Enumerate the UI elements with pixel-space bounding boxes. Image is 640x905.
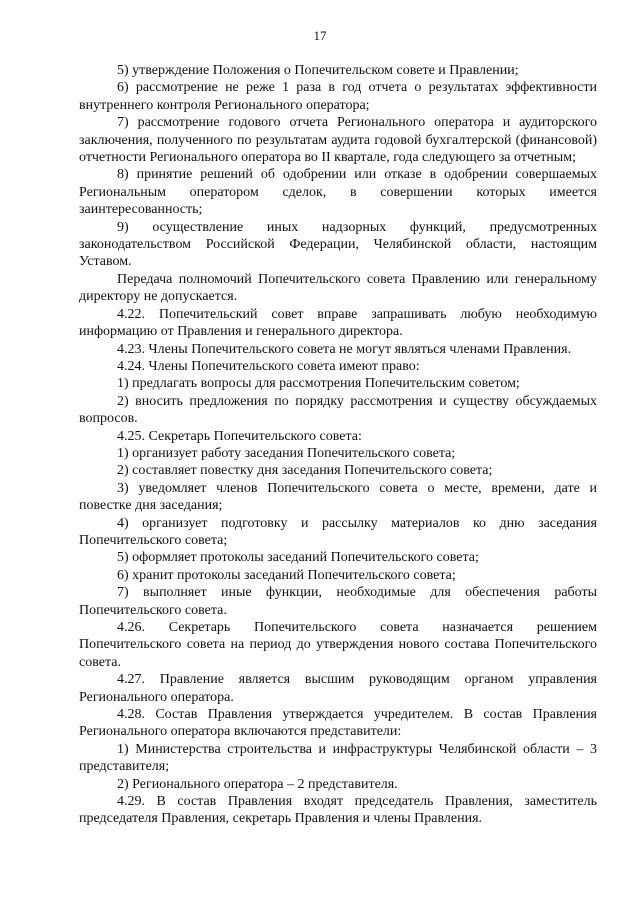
paragraph: 2) Регионального оператора – 2 представителя. <box>117 776 398 792</box>
paragraph: 4.25. Секретарь Попечительского совета: <box>117 428 362 444</box>
paragraph: 7) выполняет иные функции, необходимые для обеспечения работы Попечительского совета. <box>79 585 597 618</box>
paragraph: 4.29. В состав Правления входят председатель Правления, заместитель председателя Правления, секретарь Правления и члены Правления. <box>79 794 597 827</box>
paragraph: 5) оформляет протоколы заседаний Попечительского совета; <box>117 550 479 566</box>
paragraph: 1) Министерства строительства и инфраструктуры Челябинской области – 3 представителя; <box>79 741 597 775</box>
paragraph: 4) организует подготовку и рассылку материалов ко дню заседания Попечительского совета; <box>79 515 597 548</box>
paragraph: 1) организует работу заседания Попечительского совета; <box>117 445 456 461</box>
paragraph: 4.24. Члены Попечительского совета имеют право: <box>117 358 420 374</box>
paragraph: 4.22. Попечительский совет вправе запрашивать любую необходимую информацию от Правления и генерального директора. <box>79 306 597 340</box>
paragraph: 6) хранит протоколы заседаний Попечительского совета; <box>117 567 456 583</box>
paragraph: 3) уведомляет членов Попечительского совета о месте, времени, дате и повестке дня заседания; <box>79 480 597 514</box>
page-number: 17 <box>313 28 327 43</box>
paragraph: Передача полномочий Попечительского совета Правлению или генеральному директору не допускается. <box>79 271 597 305</box>
document-body <box>79 62 597 828</box>
paragraph: 4.28. Состав Правления утверждается учредителем. В состав Правления Регионального оператора включаются представители: <box>79 707 597 740</box>
paragraph: 4.26. Секретарь Попечительского совета назначается решением Попечительского совета на период до утверждения нового состава Попечительского совета. <box>79 620 597 670</box>
paragraph: 1) предлагать вопросы для рассмотрения Попечительским советом; <box>117 376 520 392</box>
paragraph: 9) осуществление иных надзорных функций, предусмотренных законодательством Российской Федерации, Челябинской области, настоящим Уставом. <box>79 219 597 270</box>
paragraph: 4.23. Члены Попечительского совета не могут являться членами Правления. <box>117 341 572 357</box>
paragraph: 2) составляет повестку дня заседания Попечительского совета; <box>117 463 493 479</box>
paragraph: 6) рассмотрение не реже 1 раза в год отчета о результатах эффективности внутреннего контроля Регионального оператора; <box>79 80 597 113</box>
paragraph: 5) утверждение Положения о Попечительском совете и Правлении; <box>117 63 519 78</box>
paragraph: 8) принятие решений об одобрении или отказе в одобрении совершаемых Региональным оператором сделок, в совершении которых имеется заинтересованность; <box>79 167 597 218</box>
paragraph: 7) рассмотрение годового отчета Регионального оператора и аудиторского заключения, полученного по результатам аудита годовой бухгалтерской (финансовой) отчетности Регионального оператора во II квартале, года следующего за отчетным; <box>79 115 597 166</box>
paragraph: 2) вносить предложения по порядку рассмотрения и существу обсуждаемых вопросов. <box>79 393 597 427</box>
paragraph: 4.27. Правление является высшим руководящим органом управления Регионального оператора. <box>79 672 597 705</box>
